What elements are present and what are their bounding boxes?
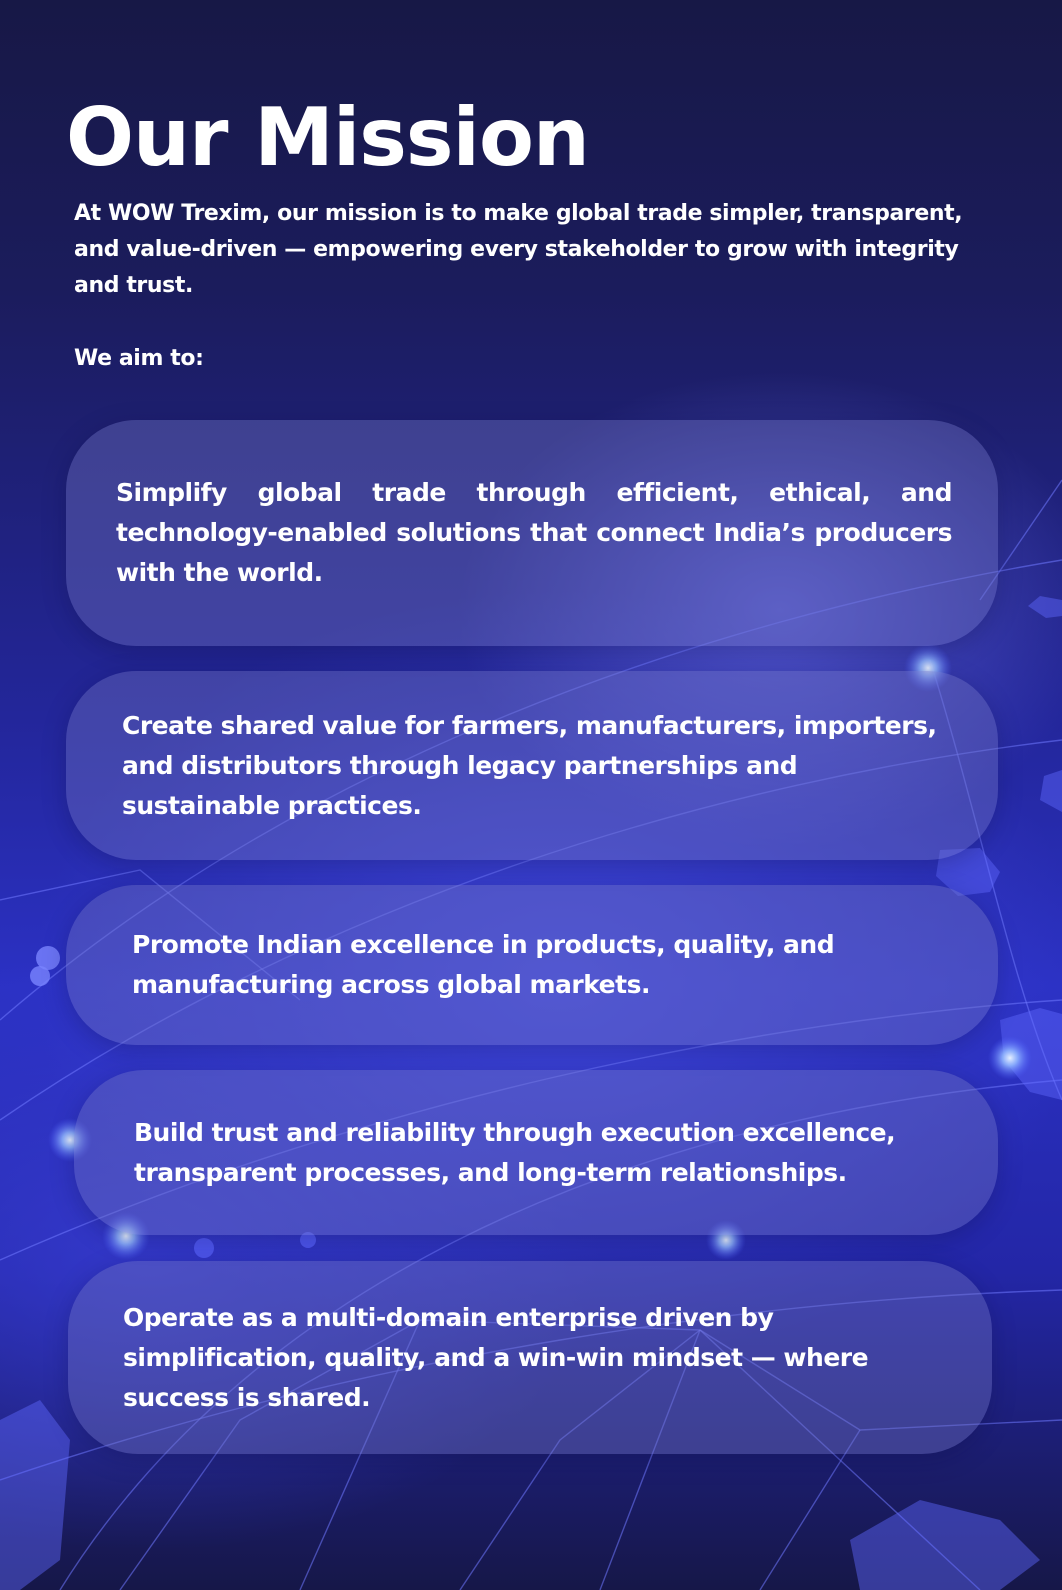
- mission-card-text: Build trust and reliability through execution excellence, transparent processes, and long-term relationships.: [134, 1117, 896, 1187]
- mission-card-text: Simplify global trade through efficient, ethical, and technology-enabled solutions that connect India’s producers with the world.: [116, 478, 952, 587]
- mission-card-text: Operate as a multi-domain enterprise driven by simplification, quality, and a win-win mindset — where success is shared.: [123, 1302, 869, 1412]
- mission-card-text: Promote Indian excellence in products, quality, and manufacturing across global markets.: [132, 930, 835, 999]
- mission-card-text: Create shared value for farmers, manufacturers, importers, and distributors through legacy partnerships and sustainable practices.: [122, 710, 937, 820]
- page-title: Our Mission: [66, 91, 589, 184]
- mission-intro: At WOW Trexim, our mission is to make global trade simpler, transparent, and value-driven — empowering every stakeholder to grow with integrity and trust.: [74, 201, 963, 298]
- mission-card-3: [66, 885, 998, 1045]
- aim-heading: We aim to:: [74, 346, 204, 371]
- mission-card-1: [66, 420, 998, 646]
- mission-card-5: [68, 1261, 992, 1454]
- mission-card-2: [66, 671, 998, 860]
- mission-card-4: [74, 1070, 998, 1235]
